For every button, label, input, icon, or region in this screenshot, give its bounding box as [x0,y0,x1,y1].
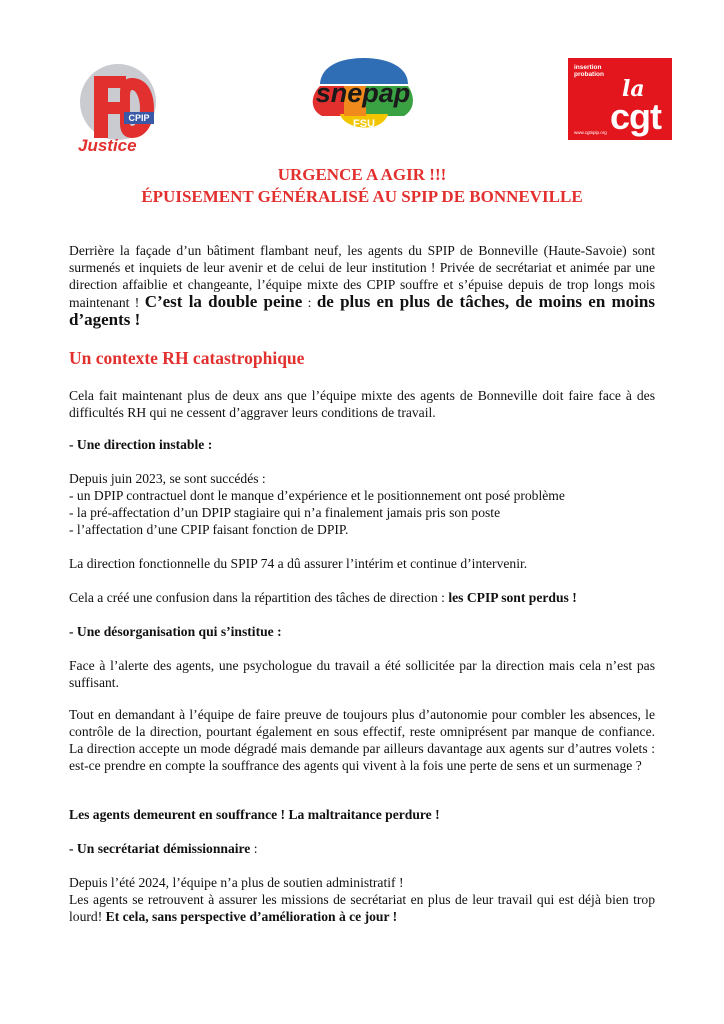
fo-word: Justice [78,136,137,154]
list-intro: Depuis juin 2023, se sont succédés : [69,471,266,486]
cgt-subtitle: insertion probation [574,64,604,78]
fsu-badge: FSU [353,118,375,130]
subheading-desorganisation: - Une désorganisation qui s’institue : [69,624,282,639]
subheading-secretariat: - Un secrétariat démissionnaire : [69,841,258,856]
title-line-2: ÉPUISEMENT GÉNÉRALISÉ AU SPIP DE BONNEVILLE [141,187,583,206]
list-item: - la pré-affectation d’un DPIP stagiaire qui n’a finalement jamais pris son poste [69,505,501,520]
paragraph-psychologue: Face à l’alerte des agents, une psychologue du travail a été sollicitée par la direction mais cela n’est pas suffisant. [69,658,655,690]
cgt-insertion-probation-logo [568,58,672,140]
section-heading-rh: Un contexte RH catastrophique [69,348,305,368]
paragraph-autonomie: Tout en demandant à l’équipe de faire preuve de toujours plus d’autonomie pour combler les absences, le contrôle de la direction, pourtant également en sous effectif, reste omniprésent par manque de confiance. La direction accepte un mode dégradé mais demande par ailleurs davantage aux agents sur d’autres volets : est-ce prendre en compte la souffrance des agents qui vivent à la fois une perte de sens et un surmenage ? [69,707,655,773]
direction-history-list [69,470,655,538]
paragraph-souffrance: Les agents demeurent en souffrance ! La maltraitance perdure ! [69,807,440,822]
cgt-word: cgt [610,96,661,137]
fo-justice-logo [74,58,160,154]
paragraph-direction-fonctionnelle: La direction fonctionnelle du SPIP 74 a dû assurer l’intérim et continue d’intervenir. [69,556,528,571]
snepap-fsu-logo [304,56,422,136]
snepap-word: snepap [315,78,411,108]
cgt-la: la [622,76,645,102]
cgt-url: www.cgtspip.org [574,130,607,135]
paragraph-secretariat: Depuis l’été 2024, l’équipe n’a plus de soutien administratif ! Les agents se retrouvent à assurer les missions de secrétariat en plus de leur travail qui est déjà bien trop lourd! Et cela, sans perspective d’amélioration à ce jour ! [69,875,655,924]
list-item: - l’affectation d’une CPIP faisant fonction de DPIP. [69,522,349,537]
intro-paragraph: Derrière la façade d’un bâtiment flambant neuf, les agents du SPIP de Bonneville (Haute-Savoie) sont surmenés et inquiets de leur avenir et de celui de leur institution ! Privée de secrétariat et animée par une direction affaiblie et changeante, l’équipe mixte des CPIP souffre et s’épuise depuis de trop longs mois maintenant ! C’est la double peine : de plus en plus de tâches, de moins en moins d’agents ! [69,243,655,329]
list-item: - un DPIP contractuel dont le manque d’expérience et le positionnement ont posé problème [69,488,565,503]
fo-badge: CPIP [128,113,150,123]
paragraph-rh-intro: Cela fait maintenant plus de deux ans que l’équipe mixte des agents de Bonneville doit faire face à des difficultés RH qui ne cessent d’aggraver leurs conditions de travail. [69,388,655,420]
title-line-1: URGENCE A AGIR !!! [277,165,447,184]
subheading-direction-instable: - Une direction instable : [69,437,213,452]
paragraph-confusion: Cela a créé une confusion dans la répartition des tâches de direction : les CPIP sont perdus ! [69,590,577,605]
